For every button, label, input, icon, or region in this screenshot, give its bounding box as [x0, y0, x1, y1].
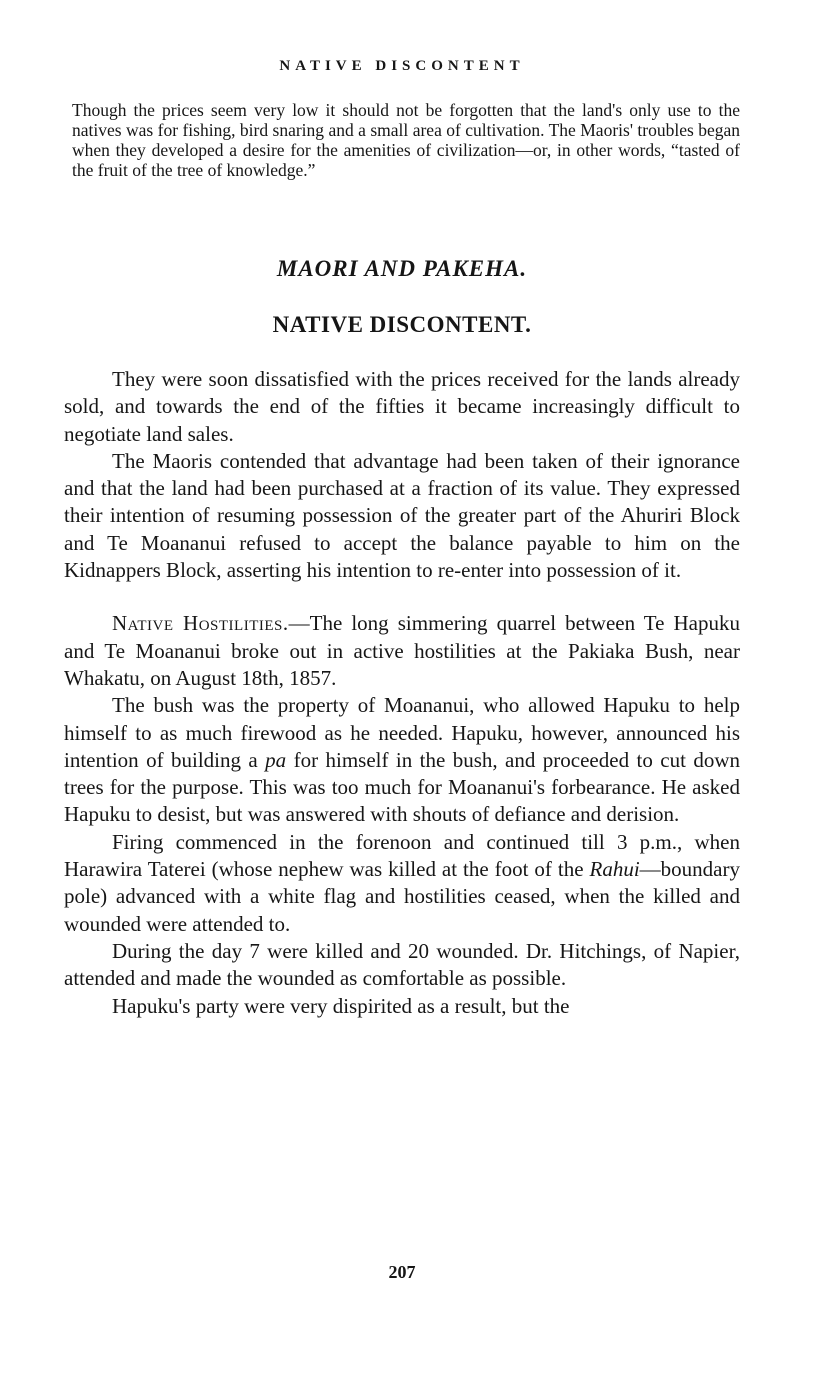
italic-pa: pa	[265, 747, 287, 772]
paragraph-native-hostilities-text: —The long simmering quarrel between Te Hapuku and Te Moananui broke out in active hostilities at the Pakiaka Bush, near Whakatu, on August 18th, 1857.	[64, 611, 740, 690]
paragraph-firing-text-a: Firing commenced in the forenoon and continued till 3 p.m., when Harawira Taterei (whose nephew was killed at the foot of the	[64, 829, 740, 882]
book-page	[64, 0, 740, 1400]
page-number: 207	[388, 1262, 416, 1282]
italic-rahui: Rahui	[589, 857, 640, 882]
inline-heading-native-hostilities: Native Hostilities.	[112, 611, 289, 636]
running-head: NATIVE DISCONTENT	[279, 58, 525, 74]
paragraph-firing-text-b: —boundary pole) advanced with a white flag and hostilities ceased, when the killed and wounded were attended to.	[64, 857, 740, 936]
paragraph-native-hostilities	[64, 610, 740, 692]
paragraph-casualties: During the day 7 were killed and 20 wounded. Dr. Hitchings, of Napier, attended and made the wounded as comfortable as possible.	[64, 938, 740, 991]
paragraph-bush-text-a: The bush was the property of Moananui, who allowed Hapuku to help himself to as much firewood as he needed. Hapuku, however, announced his intention of building a	[64, 693, 740, 772]
section-title: MAORI AND PAKEHA.	[276, 256, 528, 281]
paragraph-firing	[64, 829, 740, 938]
paragraph-contended: The Maoris contended that advantage had been taken of their ignorance and that the land had been purchased at a fraction of its value. They expressed their intention of resuming possession of the greater part of the Ahuriri Block and Te Moananui refused to accept the balance payable to him on the Kidnappers Block, asserting his intention to re-enter into possession of it.	[64, 448, 740, 583]
paragraph-dissatisfied: They were soon dissatisfied with the prices received for the lands already sold, and towards the end of the fifties it became increasingly difficult to negotiate land sales.	[64, 367, 740, 446]
section-subtitle: NATIVE DISCONTENT.	[272, 312, 532, 337]
body-text	[64, 366, 740, 1020]
paragraph-bush-text-b: for himself in the bush, and proceeded to cut down trees for the purpose. This was too much for Moananui's forbearance. He asked Hapuku to desist, but was answered with shouts of defiance and derision.	[64, 747, 740, 827]
paragraph-dispirited: Hapuku's party were very dispirited as a result, but the	[112, 993, 570, 1018]
quoted-passage: Though the prices seem very low it should not be forgotten that the land's only use to the natives was for fishing, bird snaring and a small area of cultivation. The Maoris' troubles began when they developed a desire for the amenities of civilization—or, in other words, “tasted of the fruit of the tree of knowledge.”	[72, 100, 740, 180]
paragraph-bush-property	[64, 692, 740, 828]
